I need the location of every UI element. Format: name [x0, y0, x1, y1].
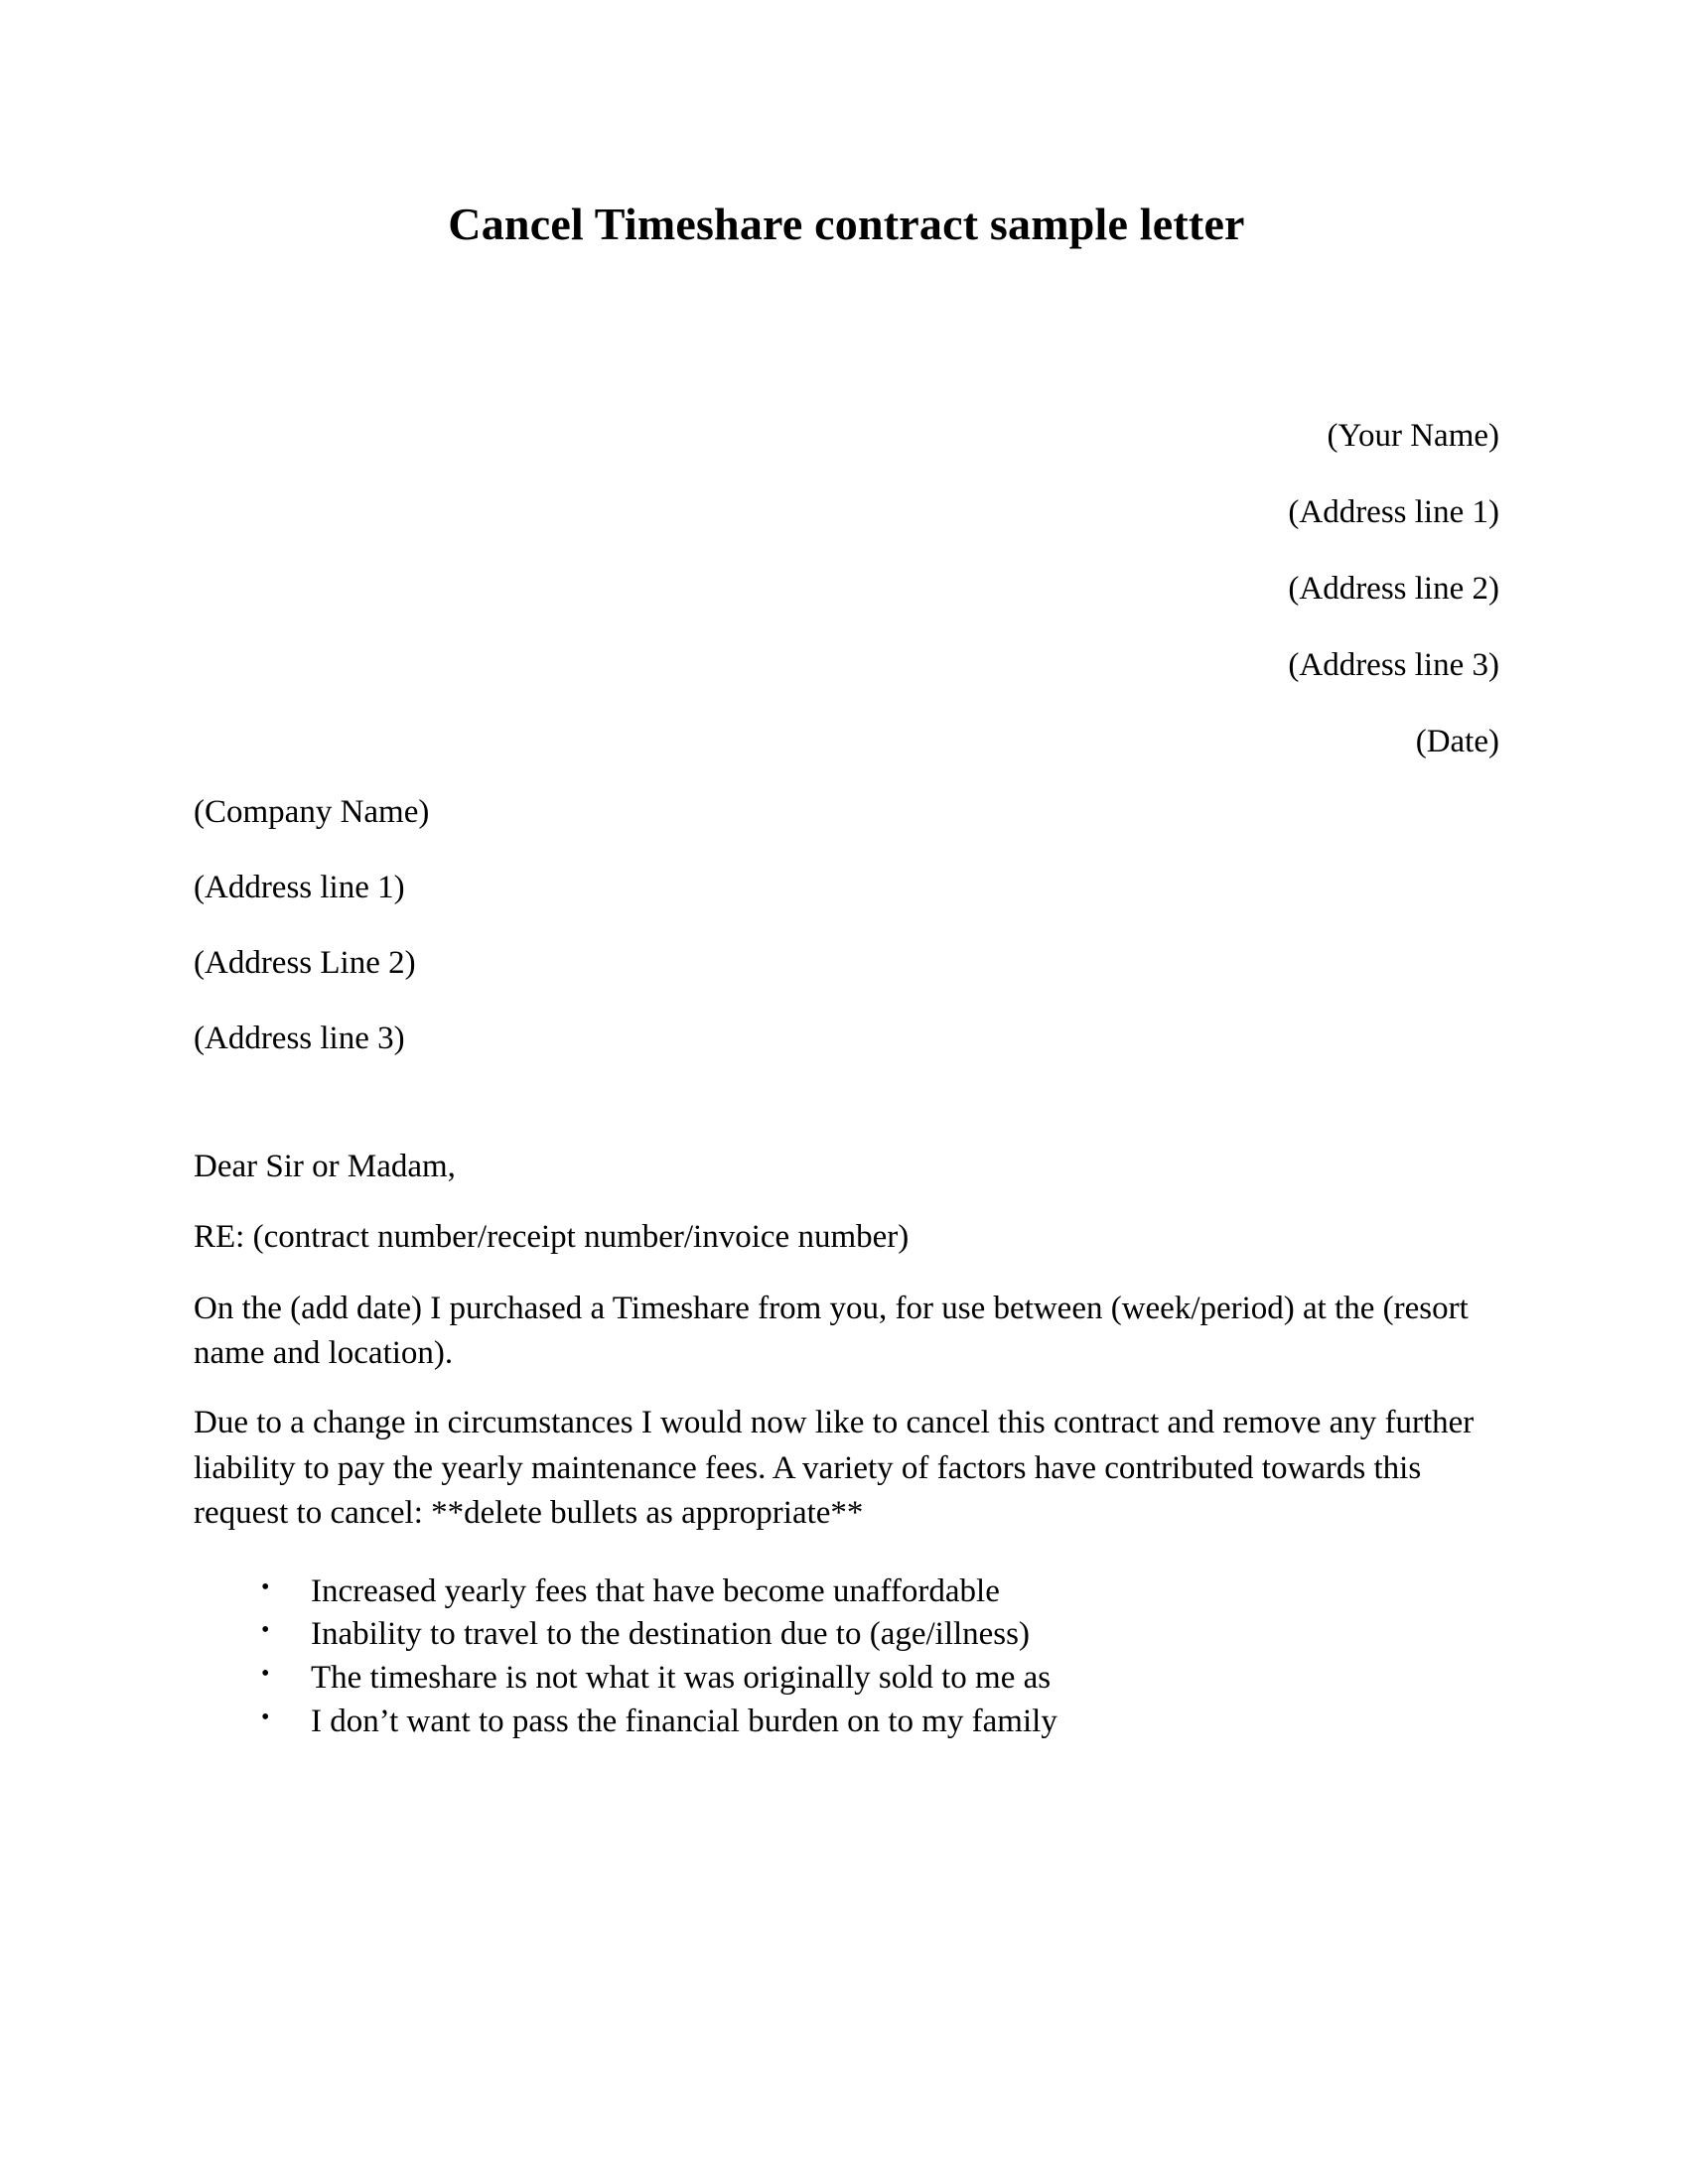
recipient-address-block	[194, 793, 1499, 1056]
reasons-list	[194, 1570, 1499, 1745]
reference-line: RE: (contract number/receipt number/invoice number)	[194, 1219, 910, 1256]
recipient-line-company: (Company Name)	[194, 793, 430, 830]
recipient-line-address-1: (Address line 1)	[194, 869, 405, 905]
page-title: Cancel Timeshare contract sample letter	[448, 199, 1245, 249]
sender-line-name: (Your Name)	[1327, 417, 1499, 454]
recipient-line-address-3: (Address line 3)	[194, 1020, 405, 1056]
address-gap	[194, 758, 1499, 796]
list-item: • Increased yearly fees that have become unaffordable	[261, 1570, 1499, 1614]
sender-line-date: (Date)	[1415, 723, 1499, 759]
sender-line-address-1: (Address line 1)	[1288, 493, 1499, 530]
title-spacer	[194, 251, 1499, 420]
sender-line-address-3: (Address line 3)	[1288, 646, 1499, 683]
list-item: • I don’t want to pass the financial burden on to my family	[261, 1701, 1499, 1744]
body-paragraph-2: Due to a change in circumstances I would now like to cancel this contract and remove any further liability to pay the yearly maintenance fees. A variety of factors have contributed towards this request to cancel: **delete bullets as appropriate**	[194, 1405, 1475, 1532]
list-item: • The timeshare is not what it was originally sold to me as	[261, 1657, 1499, 1701]
body-paragraph-1: On the (add date) I purchased a Timeshare from you, for use between (week/period) at the (resort name and location).	[194, 1290, 1469, 1372]
list-item: • Inability to travel to the destination due to (age/illness)	[261, 1613, 1499, 1657]
salutation: Dear Sir or Madam,	[194, 1148, 456, 1184]
sender-address-block	[194, 417, 1499, 759]
body-gap	[194, 1055, 1499, 1145]
recipient-line-address-2: (Address Line 2)	[194, 944, 416, 981]
sender-line-address-2: (Address line 2)	[1288, 570, 1499, 607]
letter-body	[194, 1145, 1499, 1744]
